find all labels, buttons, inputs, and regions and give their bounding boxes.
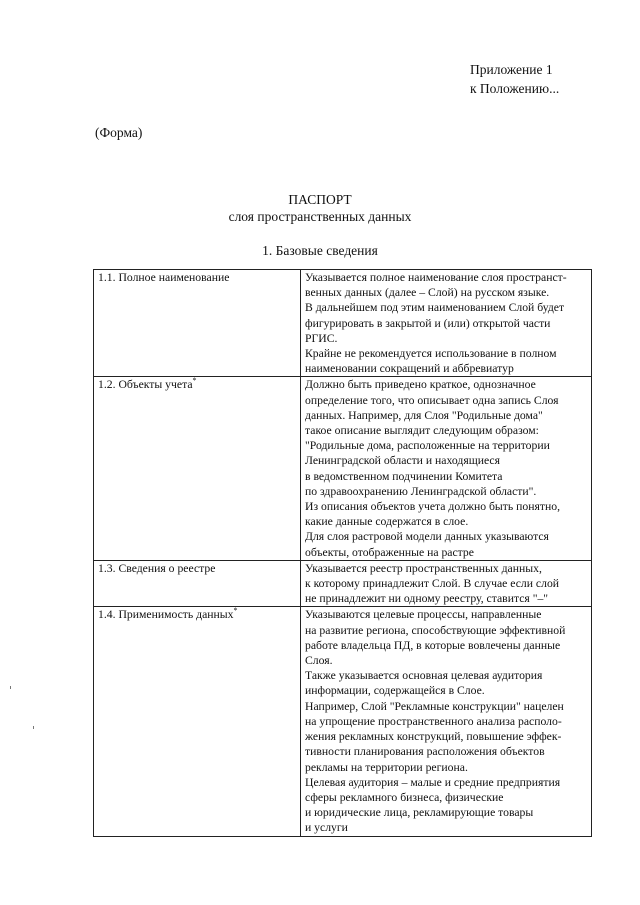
table-row xyxy=(94,377,592,560)
description-line: РГИС. xyxy=(305,331,338,345)
description-line: фигурировать в закрытой и (или) открытой части xyxy=(305,316,551,330)
description-line: рекламы на территории региона. xyxy=(305,760,468,774)
passport-table-body xyxy=(94,270,592,837)
appendix-line-2: к Положению... xyxy=(470,81,560,96)
description-line: по здравоохранению Ленинградской области". xyxy=(305,484,537,498)
footnote-marker: * xyxy=(192,376,197,386)
description-line: тивности планирования расположения объектов xyxy=(305,745,545,759)
description-line: какие данные содержатся в слое. xyxy=(305,515,469,529)
description-line: Из описания объектов учета должно быть понятно, xyxy=(305,500,560,514)
table-row xyxy=(94,270,592,377)
form-label: (Форма) xyxy=(95,125,143,140)
description-line: на упрощение пространственного анализа располо- xyxy=(305,714,562,728)
description-line: Слоя. xyxy=(305,654,333,668)
field-name-cell xyxy=(94,377,301,560)
description-line: данных. Например, для Слоя "Родильные дома" xyxy=(305,408,543,422)
description-line: жения рекламных конструкций, повышение эффек- xyxy=(305,730,562,744)
document-title xyxy=(0,191,640,225)
description-line: к которому принадлежит Слой. В случае если слой xyxy=(305,577,560,591)
description-line: определение того, что описывает одна запись Слоя xyxy=(305,393,559,407)
description-line: Крайне не рекомендуется использование в полном xyxy=(305,347,557,361)
description-line: на развитие региона, способствующие эффективной xyxy=(305,623,566,637)
appendix-reference xyxy=(470,60,559,98)
field-name: 1.2. Объекты учета xyxy=(98,378,193,392)
description-line: Для слоя растровой модели данных указываются xyxy=(305,530,549,544)
field-name-cell xyxy=(94,270,301,377)
field-name: 1.1. Полное наименование xyxy=(98,271,230,284)
description-line: такое описание выглядит следующим образом: xyxy=(305,424,539,438)
description-line: Например, Слой "Рекламные конструкции" нацелен xyxy=(305,699,564,713)
description-line: работе владельца ПД, в которые вовлечены данные xyxy=(305,638,561,652)
description-line: объекты, отображенные на растре xyxy=(305,545,474,559)
field-description-cell xyxy=(301,270,592,377)
description-line: наименовании сокращений и аббревиатур xyxy=(305,362,514,376)
table-row xyxy=(94,607,592,836)
description-line: в ведомственном подчинении Комитета xyxy=(305,469,503,483)
field-description-cell xyxy=(301,377,592,560)
description-line: и юридические лица, рекламирующие товары xyxy=(305,806,534,820)
description-line: "Родильные дома, расположенные на территории xyxy=(305,439,550,453)
field-name: 1.3. Сведения о реестре xyxy=(98,561,216,575)
description-line: Ленинградской области и находящиеся xyxy=(305,454,500,468)
description-line: Указывается реестр пространственных данных, xyxy=(305,561,542,575)
description-line: Целевая аудитория – малые и средние предприятия xyxy=(305,775,561,789)
description-line: Должно быть приведено краткое, однозначное xyxy=(305,378,536,392)
field-name-cell xyxy=(94,560,301,607)
section-title: 1. Базовые сведения xyxy=(262,243,378,258)
footnote-marker: * xyxy=(233,606,238,616)
description-line: Указывается полное наименование слоя пространст- xyxy=(305,271,567,284)
field-name: 1.4. Применимость данных xyxy=(98,608,234,622)
description-line: сферы рекламного бизнеса, физические xyxy=(305,790,504,804)
field-name-cell xyxy=(94,607,301,836)
scan-speck xyxy=(33,726,34,729)
description-line: Также указывается основная целевая аудитория xyxy=(305,669,543,683)
description-line: и услуги xyxy=(305,821,348,835)
passport-table xyxy=(93,269,592,837)
field-description-cell xyxy=(301,560,592,607)
scan-speck xyxy=(10,686,11,689)
field-description-cell xyxy=(301,607,592,836)
description-line: не принадлежит ни одному реестру, ставится "–" xyxy=(305,592,549,606)
appendix-line-1: Приложение 1 xyxy=(470,62,553,77)
description-line: В дальнейшем под этим наименованием Слой будет xyxy=(305,301,565,315)
description-line: венных данных (далее – Слой) на русском языке. xyxy=(305,286,550,300)
description-line: Указываются целевые процессы, направленные xyxy=(305,608,542,622)
title-sub: слоя пространственных данных xyxy=(228,209,412,224)
title-main: ПАСПОРТ xyxy=(288,192,352,207)
description-line: информации, содержащейся в Слое. xyxy=(305,684,485,698)
table-row xyxy=(94,560,592,607)
